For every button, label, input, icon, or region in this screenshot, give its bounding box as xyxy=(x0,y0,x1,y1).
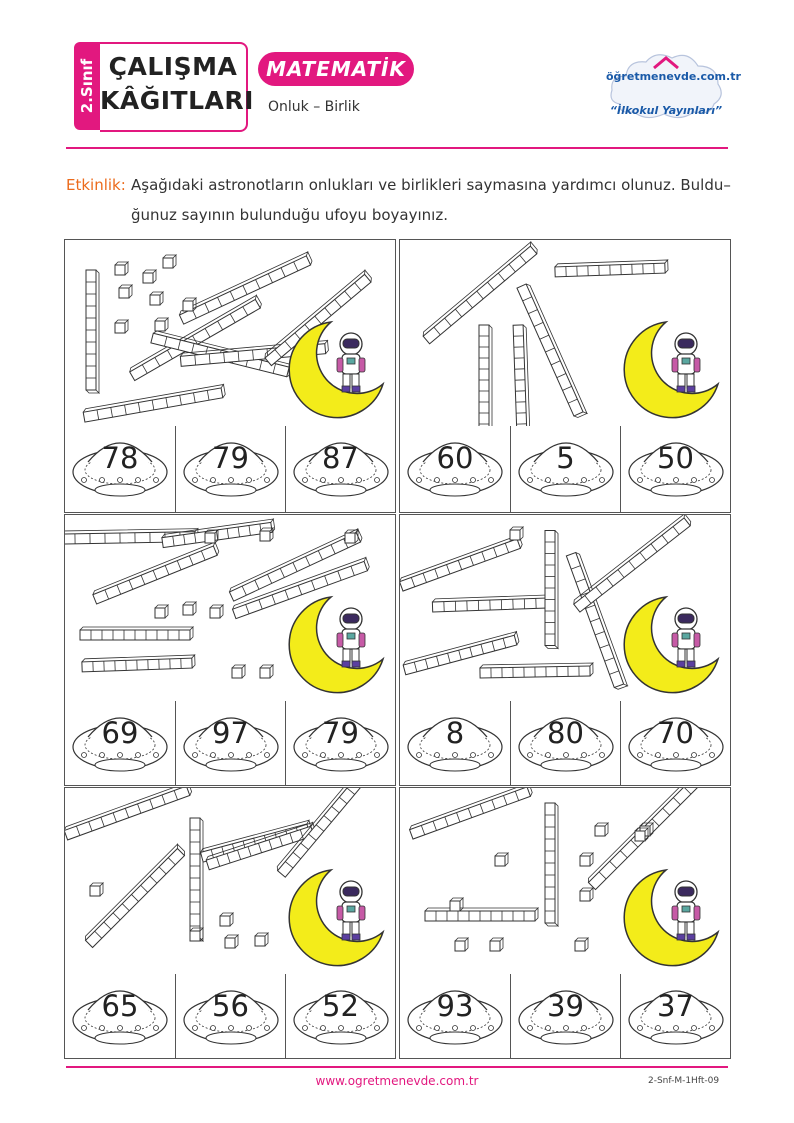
ufo-number: 78 xyxy=(101,441,139,475)
unit-cube-icon xyxy=(455,938,468,951)
instruction-line-2: ğunuz sayının bulunduğu ufoyu boyayınız. xyxy=(131,206,448,224)
grade-tab-label: 2.Sınıf xyxy=(78,58,96,114)
blocks-illustration xyxy=(400,788,730,974)
ten-rod-icon xyxy=(409,788,534,839)
ufo-number: 52 xyxy=(322,989,359,1023)
ufo-number: 93 xyxy=(436,989,474,1023)
exercise-panel xyxy=(64,239,396,427)
blocks-illustration xyxy=(400,240,730,426)
moon-icon xyxy=(624,597,718,693)
unit-cube-icon xyxy=(155,605,168,618)
unit-cube-icon xyxy=(225,935,238,948)
exercise-panel xyxy=(399,514,731,702)
ten-rod-icon xyxy=(83,384,226,422)
ufo-option[interactable] xyxy=(510,701,620,785)
title-line-2: KÂĞITLARI xyxy=(100,86,254,115)
topic-label: Onluk – Birlik xyxy=(268,99,360,115)
ufo-number: 80 xyxy=(547,716,584,750)
ufo-number: 56 xyxy=(212,989,249,1023)
ufo-number: 8 xyxy=(445,716,465,750)
ufo-option[interactable] xyxy=(400,701,510,785)
unit-cube-icon xyxy=(510,527,523,540)
astronaut-icon xyxy=(337,608,365,667)
ufo-number: 37 xyxy=(657,989,694,1023)
unit-cube-icon xyxy=(150,292,163,305)
unit-cube-icon xyxy=(155,318,168,331)
ufo-number: 79 xyxy=(322,716,359,750)
title-line-1: ÇALIŞMA xyxy=(108,52,238,81)
ufo-number: 65 xyxy=(101,989,139,1023)
unit-cube-icon xyxy=(210,605,223,618)
unit-cube-icon xyxy=(580,853,593,866)
ufo-option[interactable] xyxy=(175,426,285,512)
ten-rod-icon xyxy=(480,663,593,678)
ufo-number: 97 xyxy=(212,716,249,750)
worksheet-title xyxy=(100,42,254,132)
unit-cube-icon xyxy=(119,285,132,298)
unit-cube-icon xyxy=(90,883,103,896)
unit-cube-icon xyxy=(575,938,588,951)
ten-rod-icon xyxy=(400,535,523,591)
moon-icon xyxy=(624,870,718,966)
unit-cube-icon xyxy=(143,270,156,283)
astronaut-icon xyxy=(337,881,365,940)
ufo-answer-row xyxy=(64,701,396,786)
ten-rod-icon xyxy=(190,818,203,941)
ufo-option[interactable] xyxy=(510,426,620,512)
moon-icon xyxy=(289,597,383,693)
ufo-answer-row xyxy=(399,974,731,1059)
ten-rod-icon xyxy=(572,515,693,612)
unit-cube-icon xyxy=(495,853,508,866)
unit-cube-icon xyxy=(232,665,245,678)
ufo-option[interactable] xyxy=(620,426,730,512)
astronaut-icon xyxy=(337,333,365,392)
ufo-number: 50 xyxy=(657,441,694,475)
ufo-option[interactable] xyxy=(285,974,395,1058)
moon-icon xyxy=(289,322,383,418)
unit-cube-icon xyxy=(255,933,268,946)
ufo-option[interactable] xyxy=(510,974,620,1058)
ufo-answer-row xyxy=(64,974,396,1059)
unit-cube-icon xyxy=(490,938,503,951)
ten-rod-icon xyxy=(517,283,587,419)
unit-cube-icon xyxy=(595,823,608,836)
footer-divider xyxy=(66,1066,728,1068)
ufo-option[interactable] xyxy=(285,426,395,512)
moon-icon xyxy=(624,322,718,418)
ufo-answer-row xyxy=(399,426,731,513)
unit-cube-icon xyxy=(115,262,128,275)
ten-rod-icon xyxy=(82,655,195,672)
instruction-line-1: Aşağıdaki astronotların onlukları ve birlikleri saymasına yardımcı olunuz. Buldu– xyxy=(131,176,731,194)
ufo-option[interactable] xyxy=(285,701,395,785)
ufo-number: 70 xyxy=(657,716,694,750)
ufo-option[interactable] xyxy=(400,974,510,1058)
ten-rod-icon xyxy=(65,788,193,840)
blocks-illustration xyxy=(65,515,395,701)
unit-cube-icon xyxy=(260,665,273,678)
header-divider xyxy=(66,147,728,149)
grade-tab xyxy=(74,42,100,130)
ufo-option[interactable] xyxy=(620,701,730,785)
ten-rod-icon xyxy=(513,325,530,426)
moon-icon xyxy=(289,870,383,966)
ten-rod-icon xyxy=(86,270,99,393)
ten-rod-icon xyxy=(80,627,193,640)
blocks-illustration xyxy=(65,240,395,426)
ten-rod-icon xyxy=(92,542,220,604)
ten-rod-icon xyxy=(545,803,558,926)
blocks-illustration xyxy=(65,788,395,974)
ufo-option[interactable] xyxy=(400,426,510,512)
ufo-number: 60 xyxy=(436,441,474,475)
logo-tagline: “İlkokul Yayınları” xyxy=(609,104,723,117)
ufo-option[interactable] xyxy=(65,974,175,1058)
exercise-panel xyxy=(399,787,731,975)
ufo-answer-row xyxy=(399,701,731,786)
unit-cube-icon xyxy=(163,255,176,268)
ufo-number: 5 xyxy=(556,441,575,475)
ufo-number: 69 xyxy=(101,716,139,750)
ten-rod-icon xyxy=(432,595,550,612)
footer-url[interactable]: www.ogretmenevde.com.tr xyxy=(315,1074,479,1088)
ufo-option[interactable] xyxy=(175,701,285,785)
ufo-option[interactable] xyxy=(65,701,175,785)
instruction-label: Etkinlik: xyxy=(66,176,126,194)
ten-rod-icon xyxy=(545,531,558,649)
ufo-answer-row xyxy=(64,426,396,513)
astronaut-icon xyxy=(672,333,700,392)
logo-brand: öğretmenevde.com.tr xyxy=(606,70,741,83)
ten-rod-icon xyxy=(479,325,492,426)
ten-rod-icon xyxy=(555,260,668,277)
ufo-option[interactable] xyxy=(65,426,175,512)
unit-cube-icon xyxy=(220,913,233,926)
exercise-panel xyxy=(64,514,396,702)
ufo-number: 87 xyxy=(322,441,359,475)
footer-code: 2-Snf-M-1Hft-09 xyxy=(648,1076,720,1086)
astronaut-icon xyxy=(672,881,700,940)
astronaut-icon xyxy=(672,608,700,667)
blocks-illustration xyxy=(400,515,730,701)
unit-cube-icon xyxy=(115,320,128,333)
ufo-option[interactable] xyxy=(175,974,285,1058)
unit-cube-icon xyxy=(450,898,463,911)
exercise-panel xyxy=(64,787,396,975)
subject-badge: MATEMATİK xyxy=(258,52,414,86)
ufo-number: 79 xyxy=(212,441,249,475)
ten-rod-icon xyxy=(425,908,538,921)
ufo-number: 39 xyxy=(547,989,584,1023)
unit-cube-icon xyxy=(580,888,593,901)
exercise-panel xyxy=(399,239,731,427)
ufo-option[interactable] xyxy=(620,974,730,1058)
unit-cube-icon xyxy=(183,602,196,615)
